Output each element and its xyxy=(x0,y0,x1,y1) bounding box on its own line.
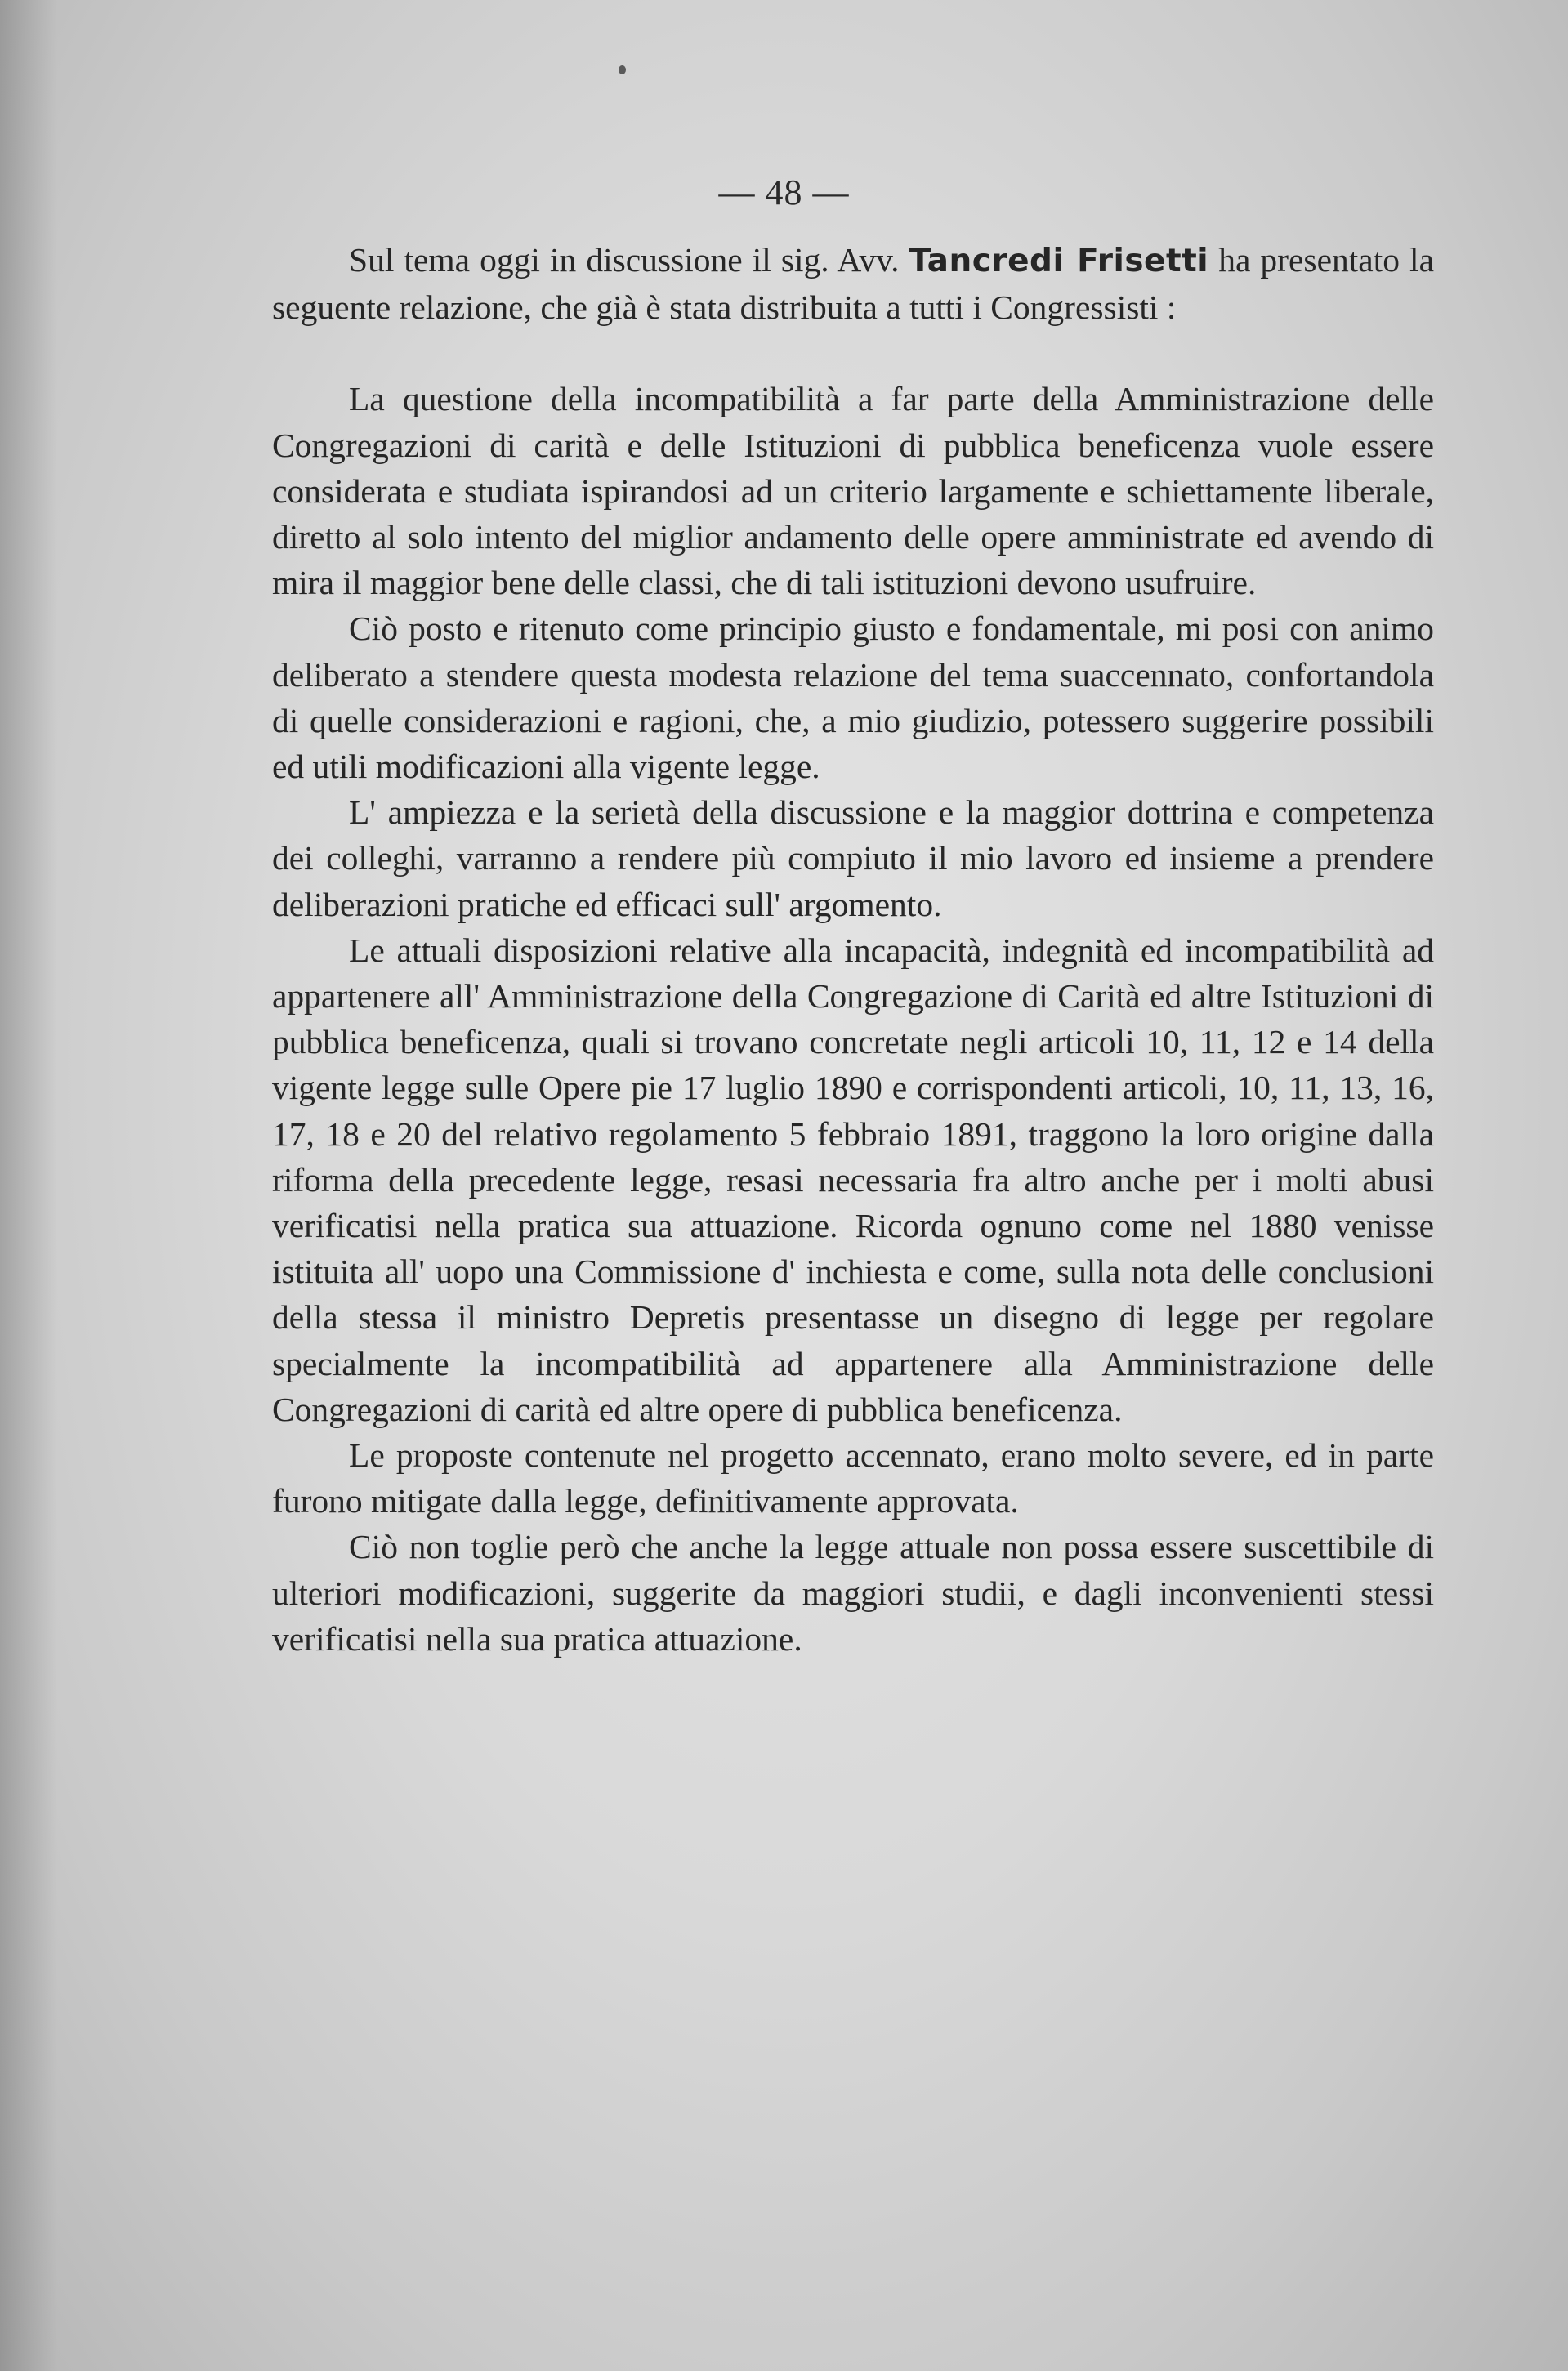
ink-speck xyxy=(619,65,626,74)
page-number: — 48 — xyxy=(718,172,850,212)
intro-text-before: Sul tema oggi in discussione il sig. Avv. xyxy=(349,241,909,279)
paragraph-4: Le attuali disposizioni relative alla incapacità, indegnità ed incompatibilità ad appartenere all' Amministrazione della Congregazione di Carità ed altre Istituzioni di pubblica beneficenza, quali si trovano concretate negli articoli 10, 11, 12 e 14 della vigente legge sulle Opere pie 17 luglio 1890 e corrispondenti articoli, 10, 11, 13, 16, 17, 18 e 20 del relativo regolamento 5 febbraio 1891, traggono la loro origine dalla riforma della precedente legge, resasi necessaria fra altro anche per i molti abusi verificatisi nella pratica sua attuazione. Ricorda ognuno come nel 1880 venisse istituita all' uopo una Commissione d' inchiesta e come, sulla nota delle conclusioni della stessa il ministro Depretis presentasse un disegno di legge per regolare specialmente la incompatibilità ad appartenere alla Amministrazione delle Congregazioni di carità ed altre opere di pubblica beneficenza. xyxy=(272,931,1434,1428)
paragraph-5: Le proposte contenute nel progetto accennato, erano molto severe, ed in parte furono mitigate dalla legge, definitivamente approvata. xyxy=(272,1436,1434,1520)
speaker-name: Tancredi Frisetti xyxy=(909,243,1209,279)
paragraph-6: Ciò non toglie però che anche la legge attuale non possa essere suscettibile di ulteriori modificazioni, suggerite da maggiori studii, e dagli inconvenienti stessi verificatisi nella sua pratica attuazione. xyxy=(272,1528,1434,1658)
intro-text-after: ha presentato la seguente relazione, che già è stata distribuita a tutti i Congressisti : xyxy=(272,241,1434,327)
paragraph-3: L' ampiezza e la serietà della discussione e la maggior dottrina e competenza dei colleghi, varranno a rendere più compiuto il mio lavoro ed insieme a prendere deliberazioni pratiche ed efficaci sull' argomento. xyxy=(272,793,1434,923)
paragraph-1: La questione della incompatibilità a far parte della Amministrazione delle Congregazioni di carità e delle Istituzioni di pubblica beneficenza vuole essere considerata e studiata ispirandosi ad un criterio largamente e schiettamente liberale, diretto al solo intento del miglior andamento delle opere amministrate ed avendo di mira il maggior bene delle classi, che di tali istituzioni devono usufruire. xyxy=(272,380,1434,602)
intro-paragraph xyxy=(272,237,1434,330)
page-edge-shadow xyxy=(0,0,57,2371)
body-text xyxy=(272,237,1434,1662)
paragraph-2: Ciò posto e ritenuto come principio giusto e fondamentale, mi posi con animo deliberato a stendere questa modesta relazione del tema suaccennato, confortandola di quelle considerazioni e ragioni, che, a mio giudizio, potessero suggerire possibili ed utili modificazioni alla vigente legge. xyxy=(272,609,1434,786)
